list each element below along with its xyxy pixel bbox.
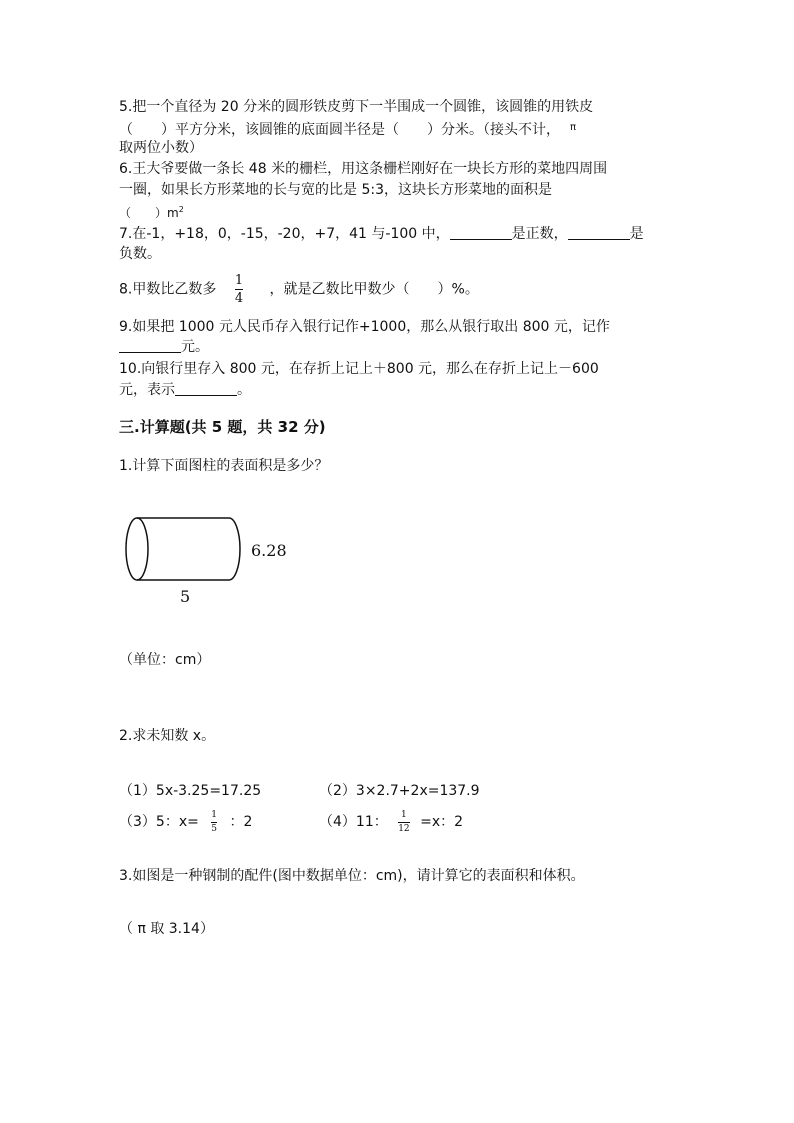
c1-question: 1.计算下面图柱的表面积是多少？ (119, 458, 329, 474)
q9-text-b: 元。 (181, 339, 209, 355)
c2-eq3-text-b: ：2 (229, 814, 253, 830)
q8-frac-num: 1 (234, 273, 244, 288)
c2-eq4-bar (398, 822, 409, 823)
c2-eq4 (319, 808, 463, 836)
q5-line2 (119, 118, 576, 140)
q8-text-b: ，就是乙数比甲数少（ ）%。 (269, 281, 479, 298)
c2-eq3-text-a: （3）5：x= (119, 814, 199, 830)
c2-eq4-text-a: （4）11： (319, 814, 388, 830)
c2-eq4-den: 12 (398, 823, 410, 834)
q8-frac-den: 4 (234, 291, 244, 306)
q6-line3 (119, 200, 184, 223)
q6-line1: 6.王大爷要做一条长 48 米的栅栏，用这条栅栏刚好在一块长方形的菜地四周围 (119, 161, 608, 177)
q10-text-a: 元，表示 (119, 382, 175, 398)
q5-line3: 取两位小数） (119, 140, 203, 156)
c2-eq3-fraction (211, 811, 217, 834)
cylinder-figure (115, 510, 305, 610)
q10-line1: 10.向银行里存入 800 元，在存折上记上＋800 元，那么在存折上记上－600 (119, 361, 599, 377)
c2-eq2: （2）3×2.7+2x=137.9 (319, 783, 480, 799)
c2-eq3-bar (211, 822, 217, 823)
cylinder-right-arc (229, 518, 240, 580)
q7-text-a: 7.在-1，+18，0，-15，-20，+7，41 与-100 中， (119, 226, 450, 242)
c2-eq3 (119, 808, 252, 836)
q7-blank-negative[interactable] (568, 224, 630, 240)
q9-line1: 9.如果把 1000 元人民币存入银行记作+1000，那么从银行取出 800 元，记作 (119, 319, 610, 335)
q5-line1: 5.把一个直径为 20 分米的圆形铁皮剪下一半围成一个圆锥，该圆锥的用铁皮 (119, 99, 594, 115)
q9-blank[interactable] (119, 337, 181, 353)
q7-blank-positive[interactable] (450, 224, 512, 240)
q10-blank[interactable] (175, 380, 237, 396)
q6-answer-blank: （ ）m (119, 206, 179, 220)
section3-title: 三.计算题(共 5 题，共 32 分) (119, 418, 326, 436)
cylinder-left-face (126, 518, 148, 580)
c2-eq4-text-b: =x：2 (420, 814, 464, 830)
q10-line2 (119, 380, 251, 400)
q7-line2: 负数。 (119, 246, 161, 262)
c2-eq3-num: 1 (211, 809, 218, 820)
q9-line2 (119, 337, 209, 357)
cylinder-height-label: 6.28 (251, 541, 287, 560)
c2-eq3-den: 5 (211, 823, 218, 834)
q8-fraction (235, 274, 243, 305)
c2-eq4-fraction (398, 811, 409, 834)
c2-question: 2.求未知数 x。 (119, 728, 216, 744)
q8-line (119, 274, 479, 305)
c3-question: 3.如图是一种钢制的配件(图中数据单位：cm)，请计算它的表面积和体积。 (119, 868, 585, 884)
q10-text-b: 。 (237, 382, 251, 398)
c1-unit: （单位：cm） (119, 652, 211, 668)
c3-pi-note: （ π 取 3.14） (119, 921, 214, 937)
q8-text-a: 8.甲数比乙数多 (119, 281, 217, 298)
q7-line1 (119, 224, 644, 244)
c2-eq1: （1）5x-3.25=17.25 (119, 783, 262, 799)
q5-line2-text: （ ）平方分米，该圆锥的底面圆半径是（ ）分米。（接头不计， (119, 122, 560, 138)
q8-frac-bar (235, 289, 243, 290)
q6-unit-sup: 2 (178, 205, 184, 214)
q7-text-b: 是正数， (511, 226, 568, 242)
q6-line2: 一圈，如果长方形菜地的长与宽的比是 5:3，这块长方形菜地的面积是 (119, 182, 552, 198)
c2-eq4-num: 1 (401, 809, 407, 820)
pi-symbol: π (570, 122, 577, 133)
cylinder-length-label: 5 (180, 587, 191, 606)
q7-text-c: 是 (629, 226, 644, 242)
